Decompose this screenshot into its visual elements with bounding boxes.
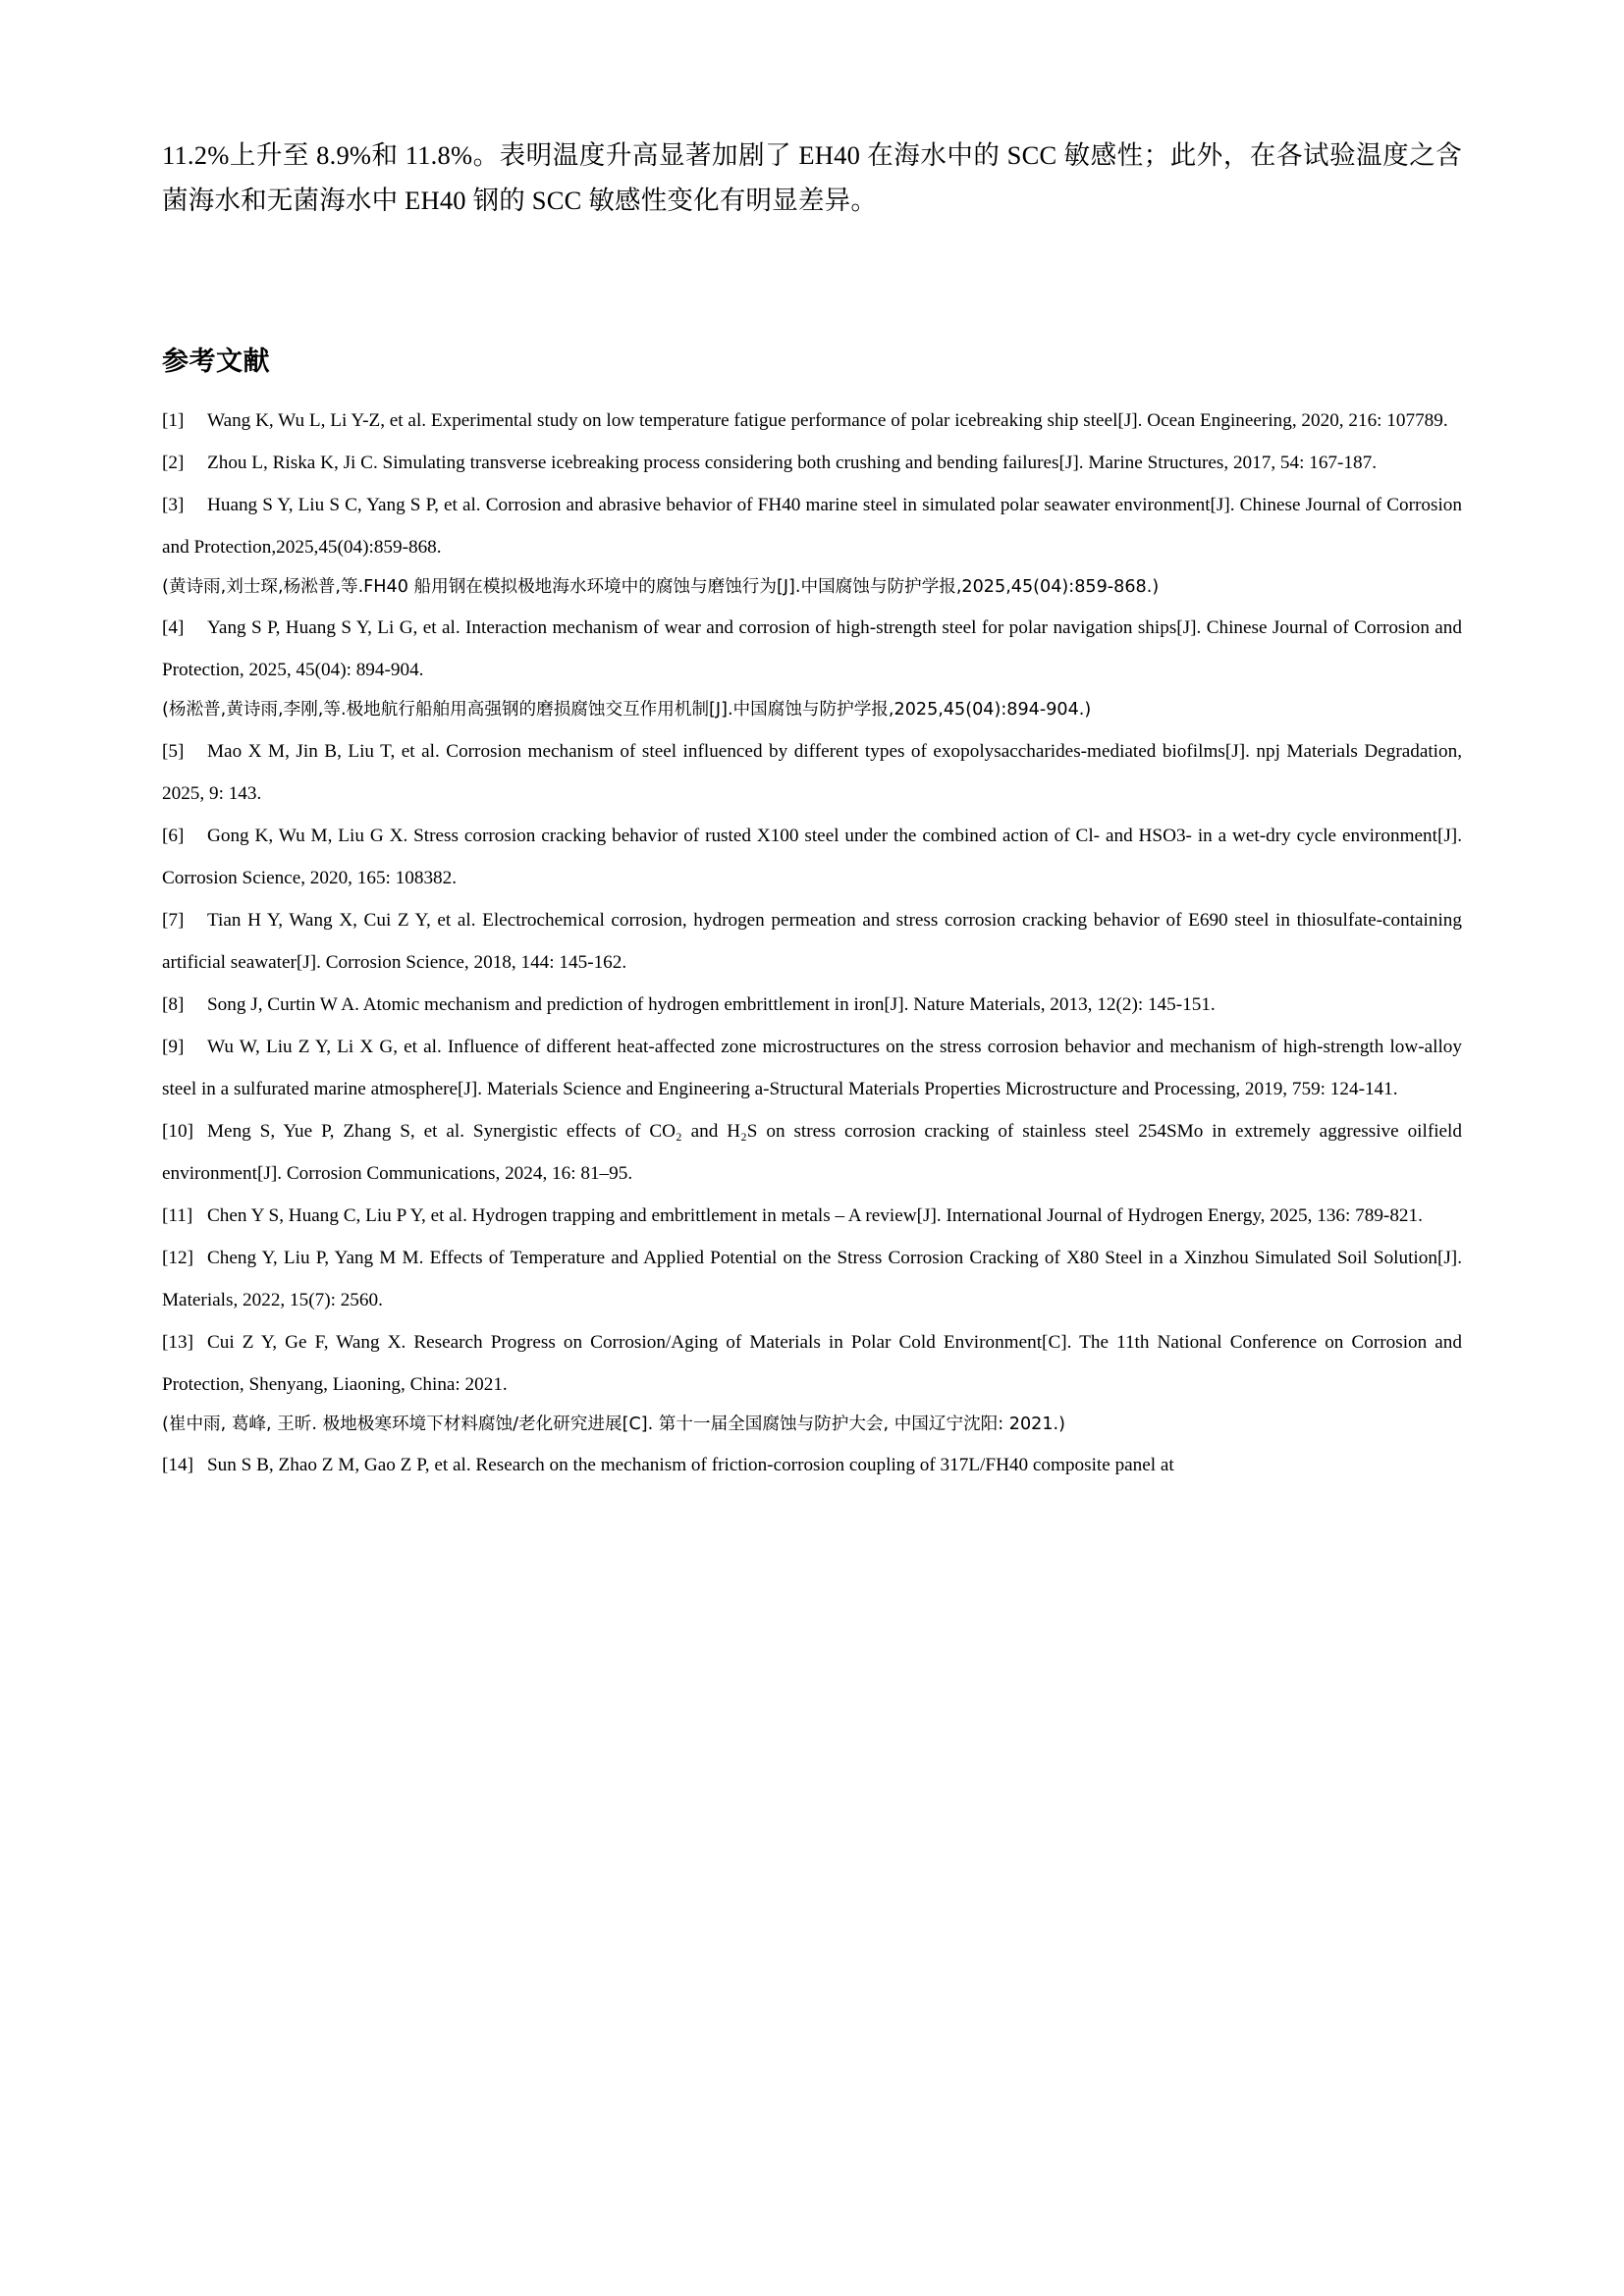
- reference-marker: [9]: [162, 1036, 185, 1057]
- reference-text: Sun S B, Zhao Z M, Gao Z P, et al. Research on the mechanism of friction-corrosion coupling of 317L/FH40 composite panel at: [207, 1454, 1174, 1475]
- reference-marker: [3]: [162, 494, 185, 515]
- reference-text: (黄诗雨,刘士琛,杨淞普,等.FH40 船用钢在模拟极地海水环境中的腐蚀与磨蚀行为[J].中国腐蚀与防护学报,2025,45(04):859-868.): [162, 576, 1160, 597]
- reference-text: Wu W, Liu Z Y, Li X G, et al. Influence of different heat-affected zone microstructures on the stress corrosion behavior and mechanism of high-strength low-alloy steel in a sulfurated marine atmosphere[J]. Materials Science and Engineering a-Structural Materials Properties Microstructure and Processing, 2019, 759: 124-141.: [162, 1036, 1462, 1099]
- reference-text: Tian H Y, Wang X, Cui Z Y, et al. Electrochemical corrosion, hydrogen permeation and stress corrosion cracking behavior of E690 steel in thiosulfate-containing artificial seawater[J]. Corrosion Science, 2018, 144: 145-162.: [162, 909, 1462, 973]
- reference-entry: [162, 1444, 1462, 1486]
- reference-marker: [7]: [162, 909, 185, 931]
- reference-entry: [162, 1026, 1462, 1110]
- reference-text: Gong K, Wu M, Liu G X. Stress corrosion cracking behavior of rusted X100 steel under the combined action of Cl- and HSO3- in a wet-dry cycle environment[J]. Corrosion Science, 2020, 165: 108382.: [162, 825, 1462, 888]
- reference-entry: [162, 1195, 1462, 1237]
- reference-entry-translation: [162, 691, 1462, 729]
- reference-text: Chen Y S, Huang C, Liu P Y, et al. Hydrogen trapping and embrittlement in metals – A review[J]. International Journal of Hydrogen Energy, 2025, 136: 789-821.: [207, 1204, 1423, 1226]
- reference-marker: [11]: [162, 1204, 193, 1226]
- reference-marker: [1]: [162, 409, 185, 431]
- reference-entry-translation: [162, 568, 1462, 607]
- reference-text: Cheng Y, Liu P, Yang M M. Effects of Temperature and Applied Potential on the Stress Corrosion Cracking of X80 Steel in a Xinzhou Simulated Soil Solution[J]. Materials, 2022, 15(7): 2560.: [162, 1247, 1462, 1310]
- references-heading: 参考文献: [162, 346, 270, 377]
- reference-entry: [162, 815, 1462, 899]
- reference-marker: [13]: [162, 1331, 193, 1353]
- reference-marker: [5]: [162, 740, 185, 762]
- reference-text: Song J, Curtin W A. Atomic mechanism and prediction of hydrogen embrittlement in iron[J]. Nature Materials, 2013, 12(2): 145-151.: [207, 993, 1216, 1015]
- reference-text: Mao X M, Jin B, Liu T, et al. Corrosion mechanism of steel influenced by different types of exopolysaccharides-mediated biofilms[J]. npj Materials Degradation, 2025, 9: 143.: [162, 740, 1462, 804]
- reference-text: (崔中雨, 葛峰, 王昕. 极地极寒环境下材料腐蚀/老化研究进展[C]. 第十一届全国腐蚀与防护大会, 中国辽宁沈阳: 2021.): [162, 1414, 1066, 1434]
- reference-text: Yang S P, Huang S Y, Li G, et al. Interaction mechanism of wear and corrosion of high-strength steel for polar navigation ships[J]. Chinese Journal of Corrosion and Protection, 2025, 45(04): 894-904.: [162, 617, 1462, 681]
- reference-text: Meng S, Yue P, Zhang S, et al. Synergistic effects of CO₂ and H₂S on stress corrosion cracking of stainless steel 254SMo in extremely aggressive oilfield environment[J]. Corrosion Communications, 2024, 16: 81–95.: [162, 1120, 1462, 1184]
- reference-text: Zhou L, Riska K, Ji C. Simulating transverse icebreaking process considering both crushing and bending failures[J]. Marine Structures, 2017, 54: 167-187.: [207, 452, 1377, 473]
- reference-entry: [162, 899, 1462, 984]
- reference-marker: [2]: [162, 452, 185, 473]
- reference-text: (杨淞普,黄诗雨,李刚,等.极地航行船舶用高强钢的磨损腐蚀交互作用机制[J].中国腐蚀与防护学报,2025,45(04):894-904.): [162, 700, 1092, 721]
- reference-entry-translation: [162, 1406, 1462, 1444]
- reference-entry: [162, 1321, 1462, 1406]
- reference-text: Wang K, Wu L, Li Y-Z, et al. Experimental study on low temperature fatigue performance of polar icebreaking ship steel[J]. Ocean Engineering, 2020, 216: 107789.: [207, 409, 1448, 431]
- reference-list: [162, 400, 1462, 1486]
- reference-entry: [162, 730, 1462, 815]
- reference-entry: [162, 607, 1462, 691]
- intro-paragraph: 11.2%上升至 8.9%和 11.8%。表明温度升高显著加剧了 EH40 在海水中的 SCC 敏感性；此外，在各试验温度之含菌海水和无菌海水中 EH40 钢的 SCC 敏感性变化有明显差异。: [162, 140, 1462, 216]
- reference-marker: [4]: [162, 617, 185, 639]
- reference-marker: [14]: [162, 1454, 193, 1475]
- reference-marker: [6]: [162, 825, 185, 846]
- reference-entry: [162, 484, 1462, 568]
- reference-text: Huang S Y, Liu S C, Yang S P, et al. Corrosion and abrasive behavior of FH40 marine steel in simulated polar seawater environment[J]. Chinese Journal of Corrosion and Protection,2025,45(04):859-868.: [162, 494, 1462, 558]
- reference-entry: [162, 400, 1462, 442]
- reference-text: Cui Z Y, Ge F, Wang X. Research Progress on Corrosion/Aging of Materials in Polar Cold Environment[C]. The 11th National Conference on Corrosion and Protection, Shenyang, Liaoning, China: 2021.: [162, 1331, 1462, 1395]
- reference-marker: [8]: [162, 993, 185, 1015]
- reference-entry: [162, 984, 1462, 1026]
- reference-entry: [162, 1237, 1462, 1321]
- reference-marker: [10]: [162, 1120, 193, 1142]
- reference-marker: [12]: [162, 1247, 193, 1268]
- reference-entry: [162, 442, 1462, 484]
- reference-entry: [162, 1110, 1462, 1195]
